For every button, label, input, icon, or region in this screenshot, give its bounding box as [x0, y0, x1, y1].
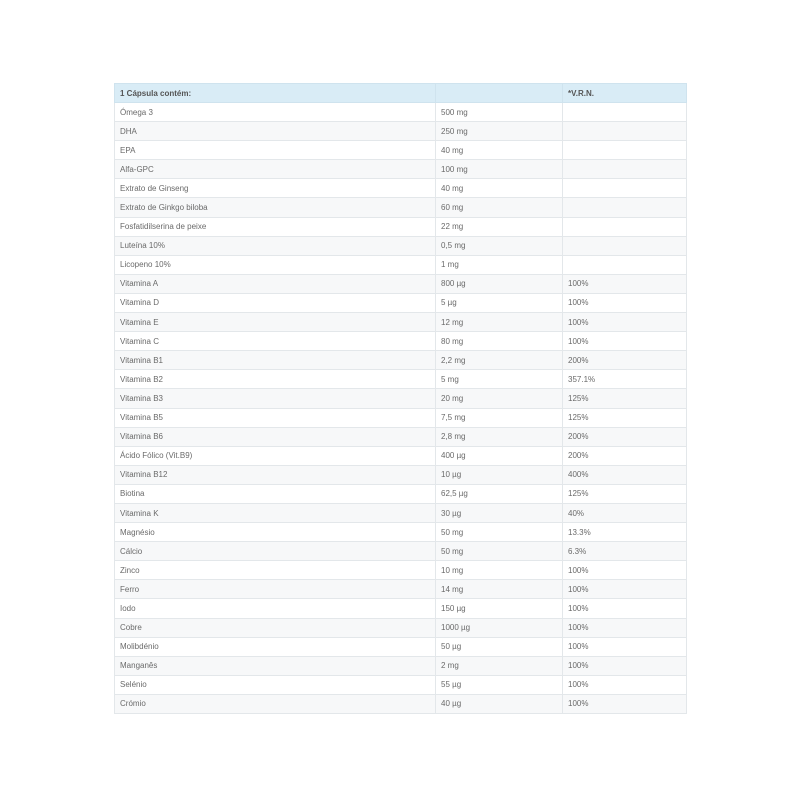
- cell-vrn: 100%: [563, 580, 687, 599]
- cell-vrn: 100%: [563, 656, 687, 675]
- cell-amount: 2 mg: [436, 656, 563, 675]
- table-row: [115, 484, 687, 503]
- cell-ingredient: Fosfatidilserina de peixe: [115, 217, 436, 236]
- cell-amount: 1000 µg: [436, 618, 563, 637]
- table-row: [115, 446, 687, 465]
- table-row: [115, 236, 687, 255]
- table-row: [115, 503, 687, 522]
- cell-amount: 14 mg: [436, 580, 563, 599]
- cell-amount: 1 mg: [436, 255, 563, 274]
- cell-ingredient: Vitamina B2: [115, 370, 436, 389]
- cell-ingredient: Vitamina B1: [115, 351, 436, 370]
- cell-ingredient: Biotina: [115, 484, 436, 503]
- cell-amount: 5 mg: [436, 370, 563, 389]
- cell-vrn: 100%: [563, 293, 687, 312]
- table-row: [115, 370, 687, 389]
- cell-ingredient: EPA: [115, 141, 436, 160]
- cell-amount: 500 mg: [436, 103, 563, 122]
- cell-amount: 50 µg: [436, 637, 563, 656]
- cell-vrn: [563, 103, 687, 122]
- cell-amount: 7,5 mg: [436, 408, 563, 427]
- cell-ingredient: DHA: [115, 122, 436, 141]
- cell-ingredient: Iodo: [115, 599, 436, 618]
- table-row: [115, 293, 687, 312]
- cell-amount: 55 µg: [436, 675, 563, 694]
- cell-ingredient: Vitamina B6: [115, 427, 436, 446]
- table-row: [115, 580, 687, 599]
- table-header-row: [115, 84, 687, 103]
- table-row: [115, 561, 687, 580]
- cell-amount: 400 µg: [436, 446, 563, 465]
- cell-ingredient: Licopeno 10%: [115, 255, 436, 274]
- cell-vrn: 40%: [563, 503, 687, 522]
- cell-vrn: [563, 198, 687, 217]
- cell-amount: 62,5 µg: [436, 484, 563, 503]
- cell-ingredient: Vitamina C: [115, 332, 436, 351]
- cell-ingredient: Selénio: [115, 675, 436, 694]
- cell-ingredient: Ferro: [115, 580, 436, 599]
- cell-amount: 10 mg: [436, 561, 563, 580]
- table-row: [115, 141, 687, 160]
- cell-ingredient: Vitamina D: [115, 293, 436, 312]
- table-row: [115, 465, 687, 484]
- header-amount: [436, 84, 563, 103]
- cell-vrn: [563, 255, 687, 274]
- cell-vrn: 100%: [563, 332, 687, 351]
- table-row: [115, 198, 687, 217]
- cell-amount: 60 mg: [436, 198, 563, 217]
- header-vrn: *V.R.N.: [563, 84, 687, 103]
- table-row: [115, 618, 687, 637]
- table-row: [115, 599, 687, 618]
- cell-vrn: 100%: [563, 599, 687, 618]
- cell-ingredient: Crómio: [115, 694, 436, 713]
- cell-ingredient: Vitamina B3: [115, 389, 436, 408]
- cell-vrn: 6.3%: [563, 542, 687, 561]
- table-row: [115, 255, 687, 274]
- cell-vrn: 13.3%: [563, 523, 687, 542]
- cell-amount: 10 µg: [436, 465, 563, 484]
- table-row: [115, 274, 687, 293]
- cell-amount: 800 µg: [436, 274, 563, 293]
- cell-vrn: [563, 217, 687, 236]
- cell-vrn: 100%: [563, 313, 687, 332]
- cell-ingredient: Extrato de Ginseng: [115, 179, 436, 198]
- cell-ingredient: Vitamina B5: [115, 408, 436, 427]
- nutrition-table: [114, 83, 687, 714]
- cell-ingredient: Vitamina A: [115, 274, 436, 293]
- cell-ingredient: Extrato de Ginkgo biloba: [115, 198, 436, 217]
- cell-vrn: [563, 179, 687, 198]
- cell-amount: 2,2 mg: [436, 351, 563, 370]
- cell-vrn: [563, 236, 687, 255]
- cell-amount: 40 mg: [436, 179, 563, 198]
- cell-vrn: [563, 160, 687, 179]
- cell-vrn: 357.1%: [563, 370, 687, 389]
- table-row: [115, 313, 687, 332]
- nutrition-table-container: [114, 83, 686, 714]
- cell-amount: 30 µg: [436, 503, 563, 522]
- cell-vrn: 125%: [563, 389, 687, 408]
- table-row: [115, 160, 687, 179]
- cell-vrn: 100%: [563, 618, 687, 637]
- cell-amount: 20 mg: [436, 389, 563, 408]
- table-row: [115, 408, 687, 427]
- cell-ingredient: Molibdénio: [115, 637, 436, 656]
- cell-vrn: 100%: [563, 675, 687, 694]
- table-row: [115, 103, 687, 122]
- table-row: [115, 332, 687, 351]
- cell-ingredient: Vitamina K: [115, 503, 436, 522]
- cell-vrn: 125%: [563, 484, 687, 503]
- cell-amount: 2,8 mg: [436, 427, 563, 446]
- cell-amount: 40 mg: [436, 141, 563, 160]
- cell-amount: 80 mg: [436, 332, 563, 351]
- cell-amount: 100 mg: [436, 160, 563, 179]
- cell-vrn: 100%: [563, 274, 687, 293]
- table-row: [115, 389, 687, 408]
- cell-ingredient: Vitamina B12: [115, 465, 436, 484]
- cell-vrn: 100%: [563, 561, 687, 580]
- cell-ingredient: Cobre: [115, 618, 436, 637]
- cell-ingredient: Zinco: [115, 561, 436, 580]
- cell-vrn: [563, 122, 687, 141]
- header-ingredient: 1 Cápsula contém:: [115, 84, 436, 103]
- cell-amount: 22 mg: [436, 217, 563, 236]
- cell-ingredient: Manganês: [115, 656, 436, 675]
- table-row: [115, 656, 687, 675]
- cell-vrn: 100%: [563, 694, 687, 713]
- cell-amount: 50 mg: [436, 542, 563, 561]
- table-row: [115, 637, 687, 656]
- table-row: [115, 675, 687, 694]
- cell-ingredient: Luteína 10%: [115, 236, 436, 255]
- cell-vrn: 200%: [563, 446, 687, 465]
- cell-vrn: 125%: [563, 408, 687, 427]
- cell-ingredient: Ácido Fólico (Vit.B9): [115, 446, 436, 465]
- cell-vrn: 100%: [563, 637, 687, 656]
- cell-amount: 5 µg: [436, 293, 563, 312]
- cell-amount: 40 µg: [436, 694, 563, 713]
- cell-amount: 150 µg: [436, 599, 563, 618]
- table-row: [115, 179, 687, 198]
- table-body: [115, 103, 687, 714]
- cell-amount: 250 mg: [436, 122, 563, 141]
- cell-amount: 12 mg: [436, 313, 563, 332]
- table-row: [115, 351, 687, 370]
- cell-ingredient: Ómega 3: [115, 103, 436, 122]
- table-row: [115, 122, 687, 141]
- cell-vrn: 400%: [563, 465, 687, 484]
- cell-ingredient: Magnésio: [115, 523, 436, 542]
- cell-ingredient: Vitamina E: [115, 313, 436, 332]
- cell-vrn: 200%: [563, 351, 687, 370]
- cell-amount: 50 mg: [436, 523, 563, 542]
- cell-ingredient: Cálcio: [115, 542, 436, 561]
- table-row: [115, 523, 687, 542]
- table-row: [115, 694, 687, 713]
- cell-vrn: [563, 141, 687, 160]
- cell-ingredient: Alfa-GPC: [115, 160, 436, 179]
- cell-amount: 0,5 mg: [436, 236, 563, 255]
- table-row: [115, 427, 687, 446]
- table-row: [115, 217, 687, 236]
- cell-vrn: 200%: [563, 427, 687, 446]
- table-row: [115, 542, 687, 561]
